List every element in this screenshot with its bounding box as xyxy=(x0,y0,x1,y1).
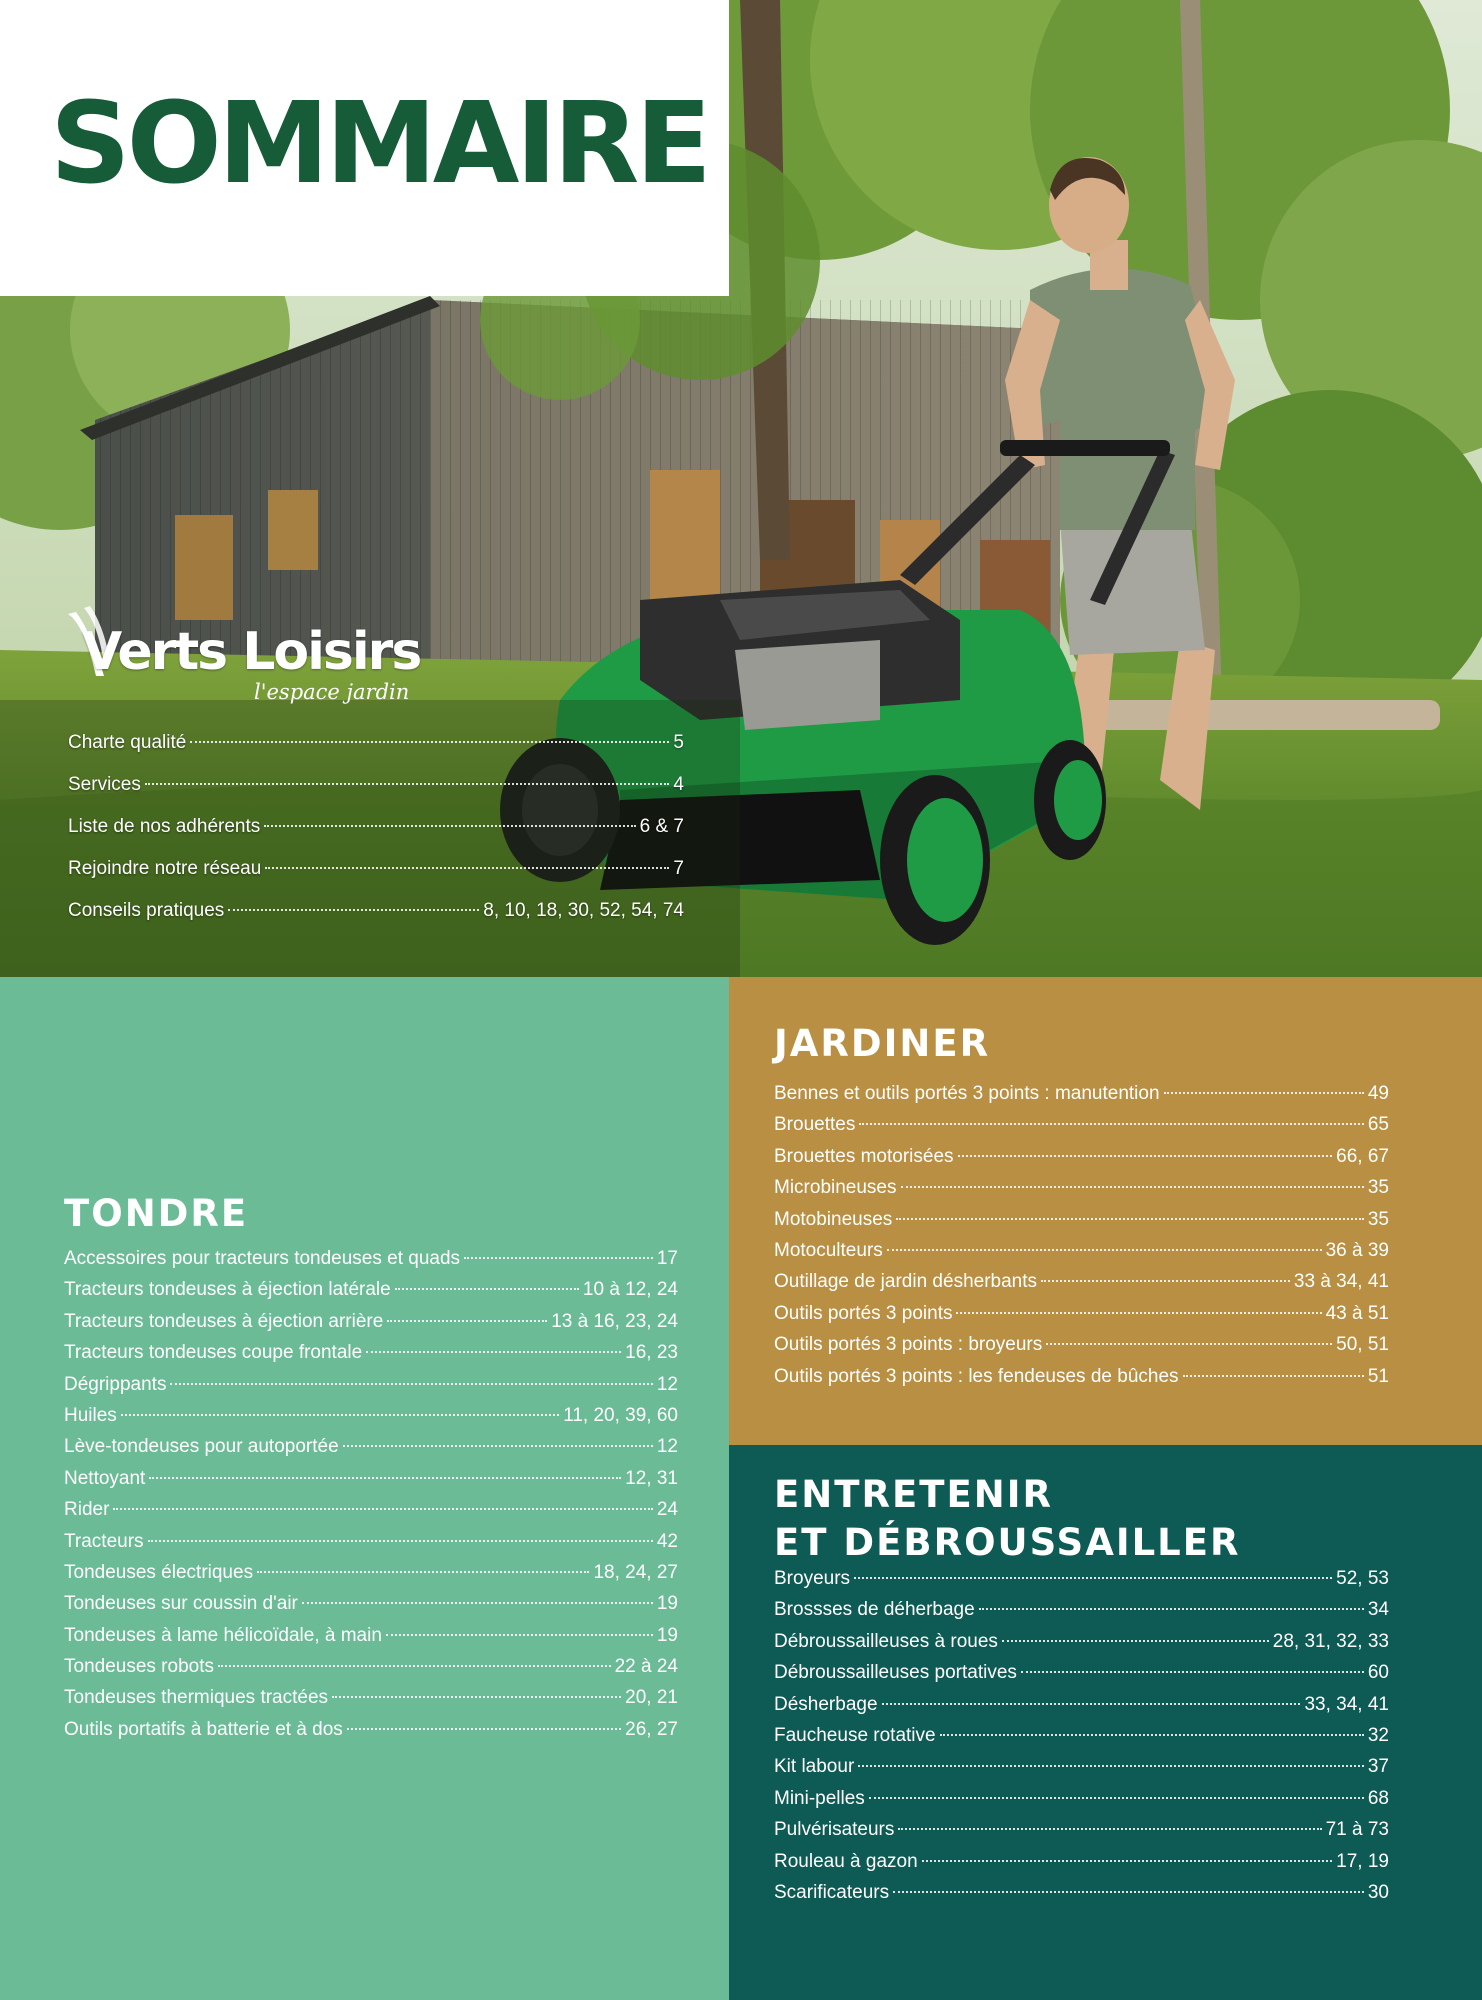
toc-label: Désherbage xyxy=(774,1693,878,1715)
toc-label: Huiles xyxy=(64,1404,117,1426)
toc-entry[interactable] xyxy=(68,900,684,942)
toc-pages: 20, 21 xyxy=(625,1687,678,1709)
toc-label: Kit labour xyxy=(774,1756,855,1778)
toc-label: Tondeuses thermiques tractées xyxy=(64,1687,329,1709)
toc-entry[interactable] xyxy=(64,1562,678,1593)
toc-label: Outillage de jardin désherbants xyxy=(774,1271,1038,1293)
toc-entry[interactable] xyxy=(68,774,684,816)
toc-entry[interactable] xyxy=(64,1468,678,1499)
toc-label: Conseils pratiques xyxy=(68,900,225,921)
toc-label: Outils portatifs à batterie et à dos xyxy=(64,1718,343,1740)
dot-leader xyxy=(395,1288,579,1290)
toc-pages: 12, 31 xyxy=(625,1467,678,1489)
toc-pages: 26, 27 xyxy=(625,1718,678,1740)
toc-entry[interactable] xyxy=(774,1788,1389,1819)
dot-leader xyxy=(956,1312,1321,1314)
toc-pages: 19 xyxy=(656,1593,678,1615)
dot-leader xyxy=(170,1383,652,1385)
toc-label: Tondeuses sur coussin d'air xyxy=(64,1593,298,1615)
toc-label: Outils portés 3 points xyxy=(774,1302,953,1324)
toc-pages: 12 xyxy=(656,1436,678,1458)
jardiner-list xyxy=(774,1083,1389,1397)
toc-pages: 50, 51 xyxy=(1336,1334,1389,1356)
toc-label: Accessoires pour tracteurs tondeuses et quads xyxy=(64,1248,461,1269)
toc-pages: 6 & 7 xyxy=(639,816,684,837)
toc-label: Motobineuses xyxy=(774,1208,893,1230)
toc-pages: 33, 34, 41 xyxy=(1304,1693,1389,1715)
dot-leader xyxy=(1021,1671,1364,1673)
toc-pages: 18, 24, 27 xyxy=(593,1561,678,1583)
toc-pages: 37 xyxy=(1367,1756,1389,1778)
toc-entry[interactable] xyxy=(774,1240,1389,1271)
toc-entry[interactable] xyxy=(64,1342,678,1373)
toc-label: Microbineuses xyxy=(774,1177,897,1199)
toc-label: Tondeuses à lame hélicoïdale, à main xyxy=(64,1624,382,1646)
logo-tagline: l'espace jardin xyxy=(254,680,410,704)
toc-entry[interactable] xyxy=(64,1719,678,1750)
toc-label: Dégrippants xyxy=(64,1373,167,1395)
toc-pages: 11, 20, 39, 60 xyxy=(563,1404,678,1426)
toc-pages: 42 xyxy=(656,1530,678,1552)
toc-label: Brouettes xyxy=(774,1114,856,1136)
toc-entry[interactable] xyxy=(64,1436,678,1467)
toc-label: Mini-pelles xyxy=(774,1787,865,1809)
toc-entry[interactable] xyxy=(64,1656,678,1687)
toc-label: Broyeurs xyxy=(774,1568,851,1589)
toc-pages: 32 xyxy=(1367,1724,1389,1746)
toc-pages: 36 à 39 xyxy=(1325,1239,1389,1261)
toc-label: Motoculteurs xyxy=(774,1239,883,1261)
toc-pages: 33 à 34, 41 xyxy=(1293,1271,1389,1293)
toc-pages: 12 xyxy=(656,1373,678,1395)
toc-pages: 28, 31, 32, 33 xyxy=(1272,1630,1389,1652)
dot-leader xyxy=(958,1155,1333,1157)
toc-entry[interactable] xyxy=(774,1694,1389,1725)
toc-entry[interactable] xyxy=(774,1851,1389,1882)
toc-label: Bennes et outils portés 3 points : manutention xyxy=(774,1083,1160,1104)
page-title: SOMMAIRE xyxy=(50,79,708,209)
dot-leader xyxy=(898,1828,1321,1830)
toc-entry[interactable] xyxy=(774,1599,1389,1630)
dot-leader xyxy=(1164,1092,1364,1094)
toc-label: Tracteurs xyxy=(64,1530,144,1552)
toc-pages: 8, 10, 18, 30, 52, 54, 74 xyxy=(483,900,684,921)
toc-entry[interactable] xyxy=(64,1499,678,1530)
dot-leader xyxy=(228,909,479,911)
toc-label: Tracteurs tondeuses coupe frontale xyxy=(64,1342,363,1364)
dot-leader xyxy=(1183,1375,1364,1377)
toc-label: Rider xyxy=(64,1499,110,1521)
dot-leader xyxy=(218,1665,611,1667)
dot-leader xyxy=(893,1891,1364,1893)
dot-leader xyxy=(343,1445,653,1447)
toc-pages: 17, 19 xyxy=(1336,1850,1389,1872)
toc-label: Rejoindre notre réseau xyxy=(68,858,262,879)
toc-label: Outils portés 3 points : les fendeuses de bûches xyxy=(774,1365,1179,1387)
toc-pages: 65 xyxy=(1367,1114,1389,1136)
dot-leader xyxy=(922,1860,1333,1862)
toc-label: Pulvérisateurs xyxy=(774,1819,895,1841)
toc-label: Nettoyant xyxy=(64,1467,146,1489)
toc-label: Scarificateurs xyxy=(774,1881,890,1903)
dot-leader xyxy=(113,1508,652,1510)
brand-logo xyxy=(64,602,464,712)
dot-leader xyxy=(145,783,670,785)
logo-name: Verts Loisirs xyxy=(82,622,421,682)
dot-leader xyxy=(386,1634,653,1636)
toc-label: Tracteurs tondeuses à éjection latérale xyxy=(64,1279,391,1301)
tondre-list xyxy=(64,1248,678,1750)
dot-leader xyxy=(464,1257,653,1259)
toc-entry[interactable] xyxy=(774,1819,1389,1850)
toc-label: Services xyxy=(68,774,141,795)
toc-entry[interactable] xyxy=(774,1662,1389,1693)
toc-entry[interactable] xyxy=(774,1366,1389,1397)
dot-leader xyxy=(869,1797,1364,1799)
toc-entry[interactable] xyxy=(774,1146,1389,1177)
toc-pages: 43 à 51 xyxy=(1325,1302,1389,1324)
toc-pages: 71 à 73 xyxy=(1325,1819,1389,1841)
toc-entry[interactable] xyxy=(68,732,684,774)
dot-leader xyxy=(882,1703,1301,1705)
dot-leader xyxy=(979,1608,1364,1610)
dot-leader xyxy=(1002,1640,1269,1642)
toc-entry[interactable] xyxy=(64,1279,678,1310)
section-entretenir xyxy=(729,1445,1482,2000)
section-jardiner xyxy=(729,977,1482,1445)
section-title-entretenir: ENTRETENIR ET DÉBROUSSAILLER xyxy=(774,1473,1241,1564)
toc-pages: 5 xyxy=(673,732,684,753)
section-title-jardiner: JARDINER xyxy=(774,1022,991,1065)
dot-leader xyxy=(257,1571,589,1573)
intro-toc xyxy=(68,732,684,942)
toc-entry[interactable] xyxy=(774,1882,1389,1913)
toc-label: Faucheuse rotative xyxy=(774,1724,936,1746)
toc-label: Liste de nos adhérents xyxy=(68,816,261,837)
dot-leader xyxy=(149,1477,621,1479)
toc-entry[interactable] xyxy=(64,1311,678,1342)
toc-pages: 19 xyxy=(656,1624,678,1646)
toc-pages: 49 xyxy=(1367,1083,1389,1104)
dot-leader xyxy=(302,1602,653,1604)
toc-entry[interactable] xyxy=(774,1083,1389,1114)
toc-label: Lève-tondeuses pour autoportée xyxy=(64,1436,339,1458)
toc-entry[interactable] xyxy=(64,1248,678,1279)
toc-entry[interactable] xyxy=(64,1593,678,1624)
toc-label: Tondeuses électriques xyxy=(64,1561,254,1583)
dot-leader xyxy=(387,1320,547,1322)
toc-label: Débroussailleuses à roues xyxy=(774,1630,998,1652)
dot-leader xyxy=(148,1540,653,1542)
toc-pages: 68 xyxy=(1367,1787,1389,1809)
toc-label: Outils portés 3 points : broyeurs xyxy=(774,1334,1043,1356)
dot-leader xyxy=(901,1186,1364,1188)
section-tondre xyxy=(0,977,729,2000)
toc-entry[interactable] xyxy=(64,1531,678,1562)
toc-pages: 22 à 24 xyxy=(614,1656,678,1678)
toc-entry[interactable] xyxy=(68,858,684,900)
toc-label: Tracteurs tondeuses à éjection arrière xyxy=(64,1310,384,1332)
dot-leader xyxy=(1046,1343,1332,1345)
toc-pages: 52, 53 xyxy=(1336,1568,1389,1589)
toc-entry[interactable] xyxy=(64,1405,678,1436)
toc-pages: 10 à 12, 24 xyxy=(582,1279,678,1301)
dot-leader xyxy=(887,1249,1322,1251)
toc-pages: 35 xyxy=(1367,1177,1389,1199)
dot-leader xyxy=(332,1696,621,1698)
toc-entry[interactable] xyxy=(774,1177,1389,1208)
toc-entry[interactable] xyxy=(774,1271,1389,1302)
toc-entry[interactable] xyxy=(774,1756,1389,1787)
entretenir-list xyxy=(774,1568,1389,1913)
toc-label: Rouleau à gazon xyxy=(774,1850,918,1872)
toc-pages: 24 xyxy=(656,1499,678,1521)
dot-leader xyxy=(366,1351,621,1353)
toc-label: Brouettes motorisées xyxy=(774,1145,954,1167)
toc-label: Charte qualité xyxy=(68,732,187,753)
toc-label: Brossses de déherbage xyxy=(774,1599,975,1621)
toc-pages: 34 xyxy=(1367,1599,1389,1621)
toc-pages: 51 xyxy=(1367,1365,1389,1387)
toc-entry[interactable] xyxy=(64,1374,678,1405)
dot-leader xyxy=(859,1123,1364,1125)
toc-entry[interactable] xyxy=(68,816,684,858)
dot-leader xyxy=(121,1414,559,1416)
toc-entry[interactable] xyxy=(774,1631,1389,1662)
toc-pages: 16, 23 xyxy=(625,1342,678,1364)
toc-entry[interactable] xyxy=(64,1625,678,1656)
toc-entry[interactable] xyxy=(774,1568,1389,1599)
toc-entry[interactable] xyxy=(774,1209,1389,1240)
dot-leader xyxy=(265,867,669,869)
toc-pages: 7 xyxy=(673,858,684,879)
toc-pages: 60 xyxy=(1367,1662,1389,1684)
dot-leader xyxy=(264,825,635,827)
dot-leader xyxy=(896,1218,1364,1220)
dot-leader xyxy=(854,1577,1332,1579)
toc-entry[interactable] xyxy=(64,1687,678,1718)
title-box xyxy=(0,0,729,296)
dot-leader xyxy=(1041,1280,1290,1282)
toc-entry[interactable] xyxy=(774,1725,1389,1756)
dot-leader xyxy=(858,1765,1364,1767)
toc-pages: 35 xyxy=(1367,1208,1389,1230)
toc-entry[interactable] xyxy=(774,1303,1389,1334)
toc-entry[interactable] xyxy=(774,1114,1389,1145)
toc-pages: 4 xyxy=(673,774,684,795)
toc-pages: 30 xyxy=(1367,1881,1389,1903)
toc-pages: 17 xyxy=(656,1248,678,1269)
toc-entry[interactable] xyxy=(774,1334,1389,1365)
dot-leader xyxy=(940,1734,1364,1736)
section-title-tondre: TONDRE xyxy=(64,1192,249,1235)
toc-label: Tondeuses robots xyxy=(64,1656,214,1678)
dot-leader xyxy=(190,741,669,743)
toc-pages: 66, 67 xyxy=(1336,1145,1389,1167)
toc-pages: 13 à 16, 23, 24 xyxy=(551,1310,678,1332)
toc-label: Débroussailleuses portatives xyxy=(774,1662,1017,1684)
dot-leader xyxy=(347,1728,621,1730)
